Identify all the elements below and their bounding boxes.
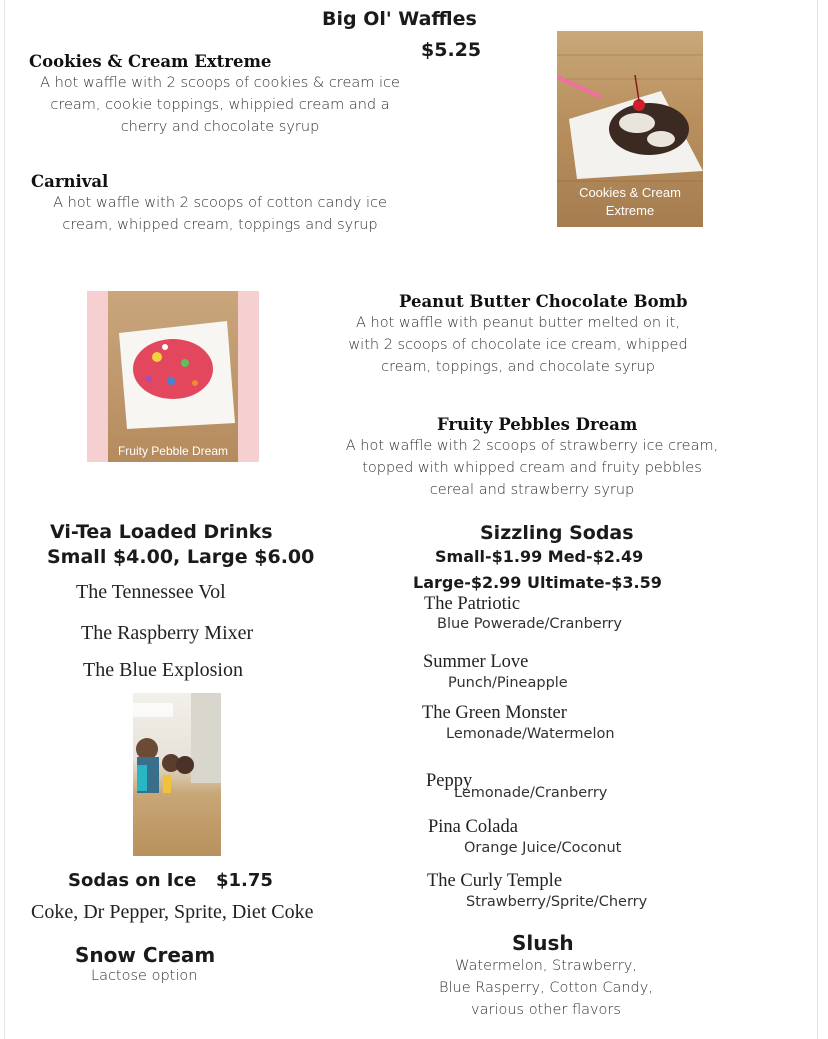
waffles-price: $5.25 xyxy=(421,39,482,61)
vitea-heading: Vi-Tea Loaded Drinks xyxy=(50,521,273,543)
item-desc-cookies-cream: A hot waffle with 2 scoops of cookies & cream ice cream, cookie toppings, whippied cream and a cherry and chocolate syrup xyxy=(40,75,400,135)
soda-mix-curly-temple: Strawberry/Sprite/Cherry xyxy=(466,894,648,910)
vitea-item-raspberry-mixer: The Raspberry Mixer xyxy=(81,622,254,644)
cookies-cream-caption: Cookies & Cream Extreme xyxy=(579,185,681,218)
snow-cream-heading: Snow Cream xyxy=(75,943,216,967)
item-title-carnival: Carnival xyxy=(31,172,109,191)
vitea-item-tennessee-vol: The Tennessee Vol xyxy=(76,581,226,603)
cookies-cream-photo xyxy=(557,31,703,227)
waffles-heading: Big Ol' Waffles xyxy=(322,8,477,30)
sizzling-sodas-prices-2: Large-$2.99 Ultimate-$3.59 xyxy=(413,573,662,592)
fruity-pebble-photo xyxy=(87,291,259,462)
drinks-illustration xyxy=(133,693,221,856)
soda-mix-peppy: Lemonade/Cranberry xyxy=(454,785,608,801)
item-desc-carnival: A hot waffle with 2 scoops of cotton candy ice cream, whipped cream, toppings and syrup xyxy=(53,195,387,233)
fruity-pebble-illustration xyxy=(87,291,259,462)
item-title-cookies-cream: Cookies & Cream Extreme xyxy=(29,52,272,71)
vitea-prices: Small $4.00, Large $6.00 xyxy=(47,546,315,568)
soda-mix-green-monster: Lemonade/Watermelon xyxy=(446,726,615,742)
sizzling-sodas-heading: Sizzling Sodas xyxy=(480,522,634,544)
soda-mix-summer-love: Punch/Pineapple xyxy=(448,675,568,691)
sodas-on-ice-price: $1.75 xyxy=(216,870,273,891)
sizzling-sodas-prices-1: Small-$1.99 Med-$2.49 xyxy=(435,547,644,566)
fruity-pebble-caption: Fruity Pebble Dream xyxy=(117,444,229,458)
item-desc-pb-bomb: A hot waffle with peanut butter melted on it, with 2 scoops of chocolate ice cream, whipped cream, toppings, and chocolate syrup xyxy=(348,315,688,375)
vitea-item-blue-explosion: The Blue Explosion xyxy=(83,659,243,681)
soda-name-summer-love: Summer Love xyxy=(423,652,529,672)
slush-flavors: Watermelon, Strawberry, Blue Rasperry, Cotton Candy, various other flavors xyxy=(439,958,653,1018)
soda-name-patriotic: The Patriotic xyxy=(424,594,521,614)
soda-name-pina-colada: Pina Colada xyxy=(428,817,518,837)
snow-cream-note: Lactose option xyxy=(91,968,198,984)
item-title-pb-bomb: Peanut Butter Chocolate Bomb xyxy=(399,292,688,311)
sodas-on-ice-list: Coke, Dr Pepper, Sprite, Diet Coke xyxy=(31,901,314,923)
sodas-on-ice-heading: Sodas on Ice xyxy=(68,870,197,891)
slush-heading: Slush xyxy=(512,931,574,955)
soda-name-peppy: Peppy xyxy=(426,771,473,791)
item-desc-fruity-pebbles: A hot waffle with 2 scoops of strawberry ice cream, topped with whipped cream and fruity pebbles cereal and strawberry syrup xyxy=(345,438,719,498)
soda-mix-pina-colada: Orange Juice/Coconut xyxy=(464,840,622,856)
soda-mix-patriotic: Blue Powerade/Cranberry xyxy=(437,616,622,632)
soda-name-curly-temple: The Curly Temple xyxy=(427,871,563,891)
drinks-photo xyxy=(133,693,221,856)
item-title-fruity-pebbles: Fruity Pebbles Dream xyxy=(437,415,638,434)
soda-name-green-monster: The Green Monster xyxy=(422,703,567,723)
